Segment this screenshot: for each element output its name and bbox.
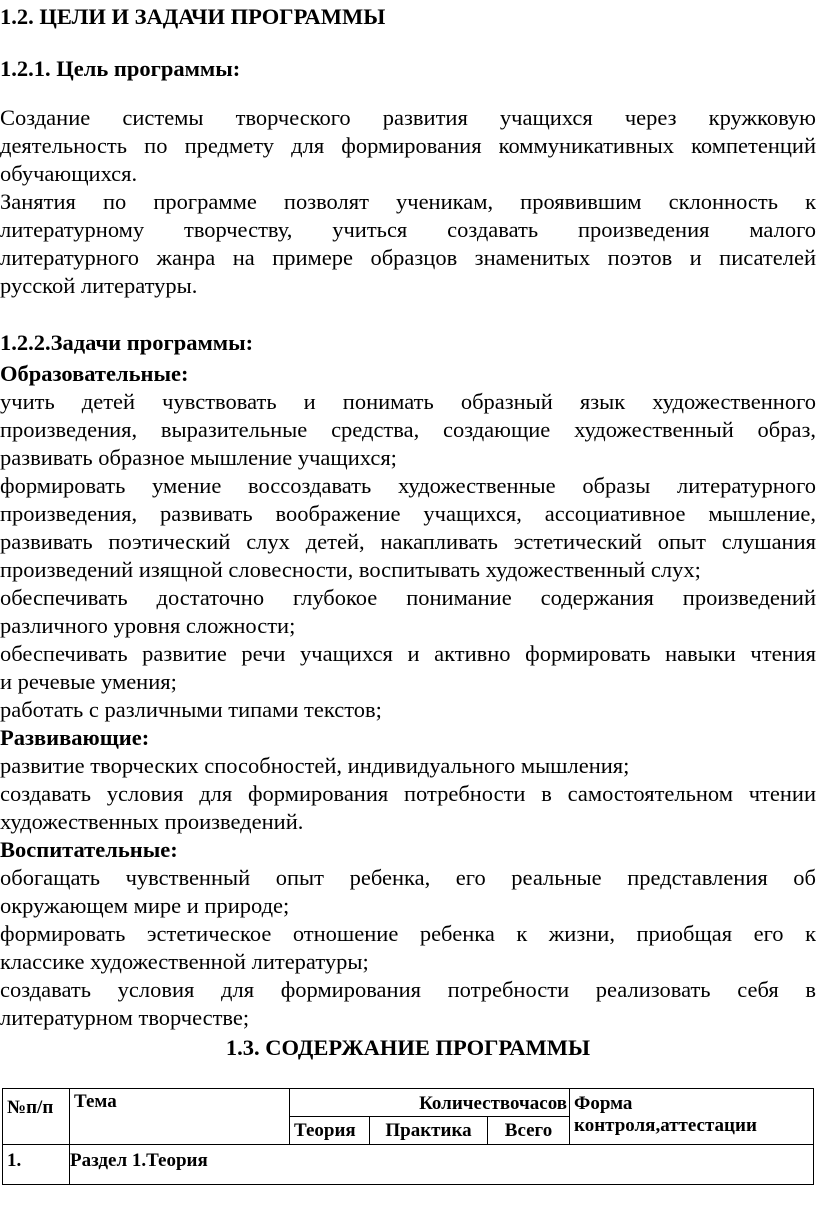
table-row	[3, 1145, 814, 1185]
goal-line: литературному творчеству, учиться создавать произведения малого	[0, 217, 816, 242]
tasks-heading: 1.2.2.Задачи программы:	[0, 330, 254, 355]
goal-line: Занятия по программе позволят ученикам, проявившим склонность к	[0, 189, 816, 214]
task-line: создавать условия для формирования потребности реализовать себя в	[0, 977, 816, 1002]
goal-heading: 1.2.1. Цель программы:	[0, 56, 241, 81]
goal-line: русской литературы.	[0, 273, 198, 298]
section-title: 1.2. ЦЕЛИ И ЗАДАЧИ ПРОГРАММЫ	[0, 4, 386, 29]
task-line: литературном творчестве;	[0, 1005, 250, 1030]
goal-line: деятельность по предмету для формирования коммуникативных компетенций	[0, 133, 816, 158]
header-form-line1: Форма	[574, 1093, 633, 1114]
task-line: художественных произведений.	[0, 809, 304, 834]
task-line: произведения, развивать воображение учащихся, ассоциативное мышление,	[0, 501, 816, 526]
task-line: создавать условия для формирования потребности в самостоятельном чтении	[0, 781, 816, 806]
task-line: классике художественной литературы;	[0, 949, 369, 974]
program-table	[2, 1088, 814, 1185]
upbringing-heading: Воспитательные:	[0, 837, 178, 862]
task-line: обеспечивать развитие речи учащихся и активно формировать навыки чтения	[0, 641, 816, 666]
developmental-heading: Развивающие:	[0, 725, 150, 750]
task-line: и речевые умения;	[0, 669, 177, 694]
header-theory: Теория	[290, 1117, 370, 1145]
row-number: 1.	[3, 1145, 70, 1185]
goal-line: литературного жанра на примере образцов знаменитых поэтов и писателей	[0, 245, 816, 270]
goal-line: обучающихся.	[0, 161, 138, 186]
header-topic: Тема	[70, 1089, 290, 1145]
task-line: различного уровня сложности;	[0, 613, 296, 638]
educational-heading: Образовательные:	[0, 361, 189, 386]
header-form-line2: контроля,аттестации	[574, 1115, 757, 1136]
header-number: №п/п	[3, 1089, 70, 1145]
task-line: развивать образное мышление учащихся;	[0, 445, 397, 470]
goal-line: Создание системы творческого развития учащихся через кружковую	[0, 105, 816, 130]
task-line: формировать умение воссоздавать художественные образы литературного	[0, 473, 816, 498]
content-title: 1.3. СОДЕРЖАНИЕ ПРОГРАММЫ	[225, 1035, 591, 1060]
header-hours: Количествочасов	[290, 1089, 570, 1117]
task-line: окружающем мире и природе;	[0, 893, 290, 918]
task-line: формировать эстетическое отношение ребенка к жизни, приобщая его к	[0, 921, 816, 946]
task-line: обеспечивать достаточно глубокое понимание содержания произведений	[0, 585, 816, 610]
header-practice: Практика	[370, 1117, 488, 1145]
task-line: обогащать чувственный опыт ребенка, его реальные представления об	[0, 865, 816, 890]
task-line: работать с различными типами текстов;	[0, 697, 382, 722]
task-line: произведений изящной словесности, воспитывать художественный слух;	[0, 557, 701, 582]
task-line: произведения, выразительные средства, создающие художественный образ,	[0, 417, 816, 442]
table-header-row	[3, 1089, 814, 1117]
task-line: учить детей чувствовать и понимать образный язык художественного	[0, 389, 816, 414]
header-total: Всего	[488, 1117, 570, 1145]
task-line: развитие творческих способностей, индивидуального мышления;	[0, 753, 630, 778]
task-line: развивать поэтический слух детей, накапливать эстетический опыт слушания	[0, 529, 816, 554]
header-form	[570, 1089, 814, 1145]
row-topic: Раздел 1.Теория	[70, 1145, 814, 1185]
